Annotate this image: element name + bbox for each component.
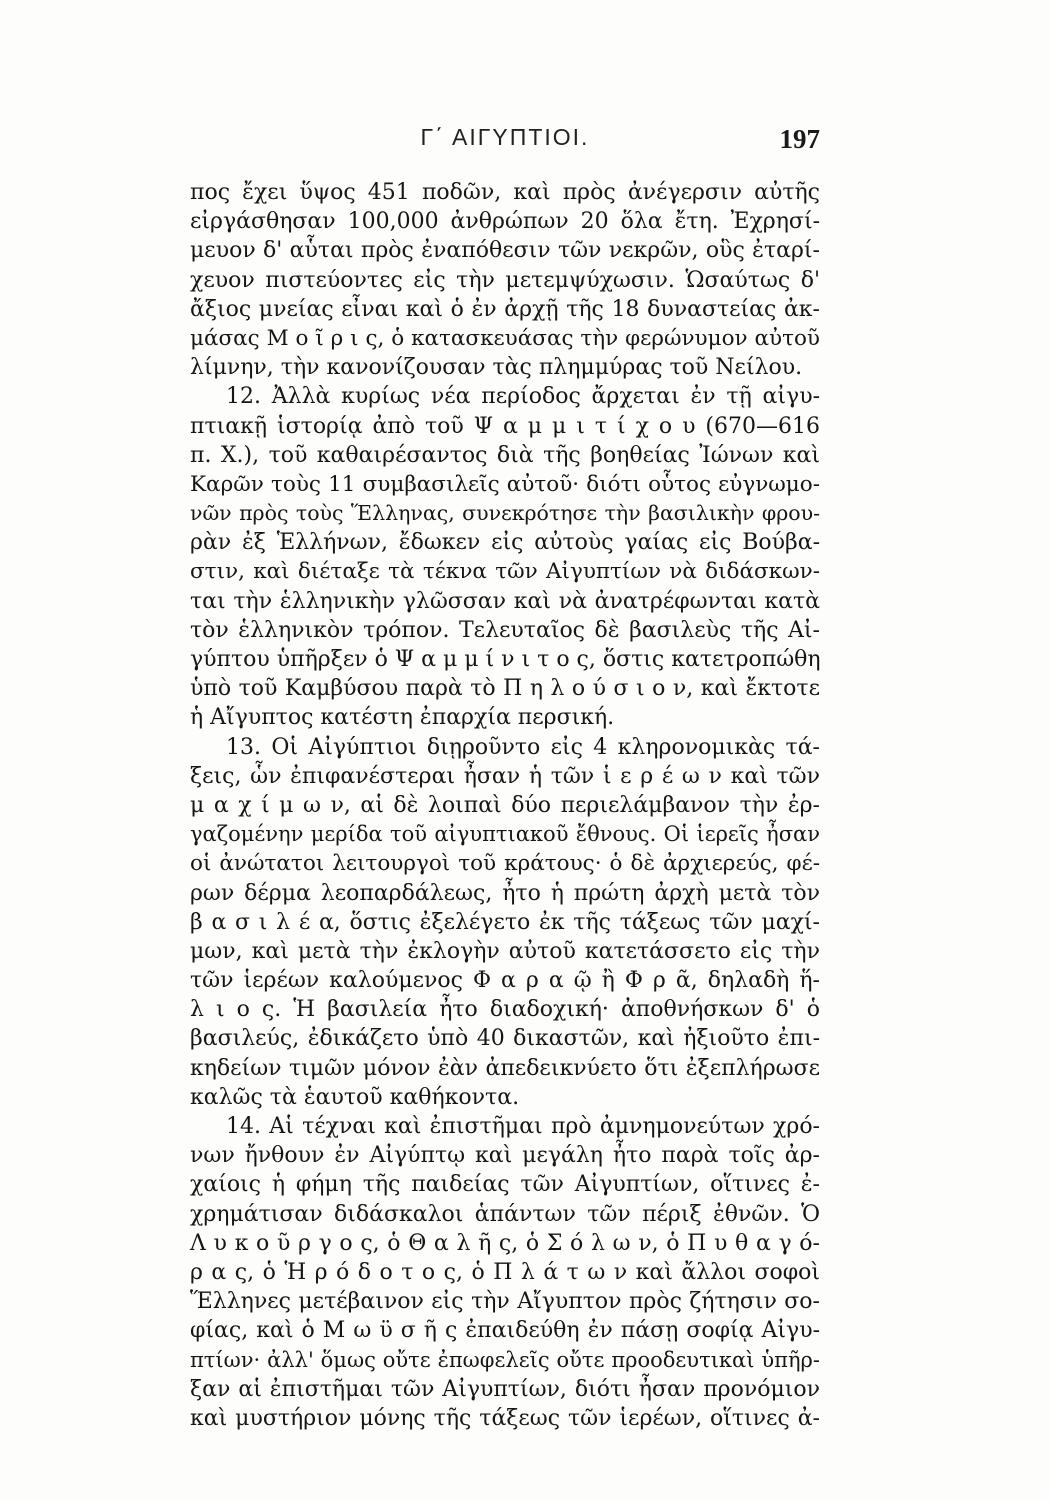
text-line: γαζομένην μερίδα τοῦ αἰγυπτιακοῦ ἔθνους. Οἱ ἱερεῖς ἦσαν [190,822,820,847]
paragraph-13-start: 13. Οἱ Αἰγύπτιοι διῃροῦντο εἰς 4 κληρονομικὰς τά- [226,734,820,760]
text-line: μων, καὶ μετὰ τὴν ἐκλογὴν αὐτοῦ κατετάσσετο εἰς τὴν [190,938,820,964]
text-line: βασιλεύς, ἐδικάζετο ὑπὸ 40 δικαστῶν, καὶ ἠξιοῦτο ἐπι- [190,1026,820,1052]
text-line: ὑπὸ τοῦ Καμβύσου παρὰ τὸ Π η λ ο ύ σ ι ο ν, καὶ ἔκτοτε [190,676,820,702]
page-number: 197 [779,124,820,154]
text-line: εἰργάσθησαν 100,000 ἀνθρώπων 20 ὅλα ἔτη. Ἐχρησί- [190,209,820,235]
text-line: ρ α ς, ὁ Ἡ ρ ό δ ο τ ο ς, ὁ Π λ ά τ ω ν καὶ ἄλλοι σοφοὶ [190,1259,820,1285]
text-line: πτιακῇ ἱστορίᾳ ἀπὸ τοῦ Ψ α μ μ ι τ ί χ ο υ (670—616 [190,413,820,439]
paragraph-14-start: 14. Αἱ τέχναι καὶ ἐπιστῆμαι πρὸ ἀμνημονεύτων χρό- [226,1114,820,1139]
text-line: φίας, καὶ ὁ Μ ω ϋ σ ῆ ς ἐπαιδεύθη ἐν πάσῃ σοφίᾳ Αἰγυ- [190,1318,820,1344]
text-line: λ ι ο ς. Ἡ βασιλεία ἦτο διαδοχική· ἀποθνήσκων δ' ὁ [190,997,820,1023]
text-line: β α σ ι λ έ α, ὅστις ἐξελέγετο ἐκ τῆς τάξεως τῶν μαχί- [190,909,820,935]
text-line: μάσας Μ ο ῖ ρ ι ς, ὁ κατασκευάσας τὴν φερώνυμον αὐτοῦ [190,325,820,351]
text-line: μευον δ' αὗται πρὸς ἐναπόθεσιν τῶν νεκρῶν, οὓς ἐταρί- [190,238,820,264]
text-line: κηδείων τιμῶν μόνον ἐὰν ἀπεδεικνύετο ὅτι ἐξεπλήρωσε [190,1055,820,1081]
text-line: Καρῶν τοὺς 11 συμβασιλεῖς αὐτοῦ· διότι οὗτος εὐγνωμο- [190,471,820,497]
text-line: τὸν ἑλληνικὸν τρόπον. Τελευταῖος δὲ βασιλεὺς τῆς Αἰ- [190,617,820,643]
text-line: καὶ μυστήριον μόνης τῆς τάξεως τῶν ἱερέων, οἵτινες ἀ- [190,1405,820,1431]
text-line: χαίοις ἡ φήμη τῆς παιδείας τῶν Αἰγυπτίων, οἵτινες ἐ- [190,1172,820,1198]
text-line: μ α χ ί μ ω ν, αἱ δὲ λοιπαὶ δύο περιελάμβανον τὴν ἐρ- [190,792,820,818]
text-line: ξαν αἱ ἐπιστῆμαι τῶν Αἰγυπτίων, διότι ἦσαν προνόμιον [190,1376,820,1402]
text-line: ρὰν ἐξ Ἑλλήνων, ἔδωκεν εἰς αὐτοὺς γαίας εἰς Βούβα- [190,530,820,556]
text-line: γύπτου ὑπῆρξεν ὁ Ψ α μ μ ί ν ι τ ο ς, ὅστις κατετροπώθη [190,647,821,672]
running-head: Γ΄ ΑΙΓΥΠΤΙΟΙ. [420,124,590,150]
text-line: τῶν ἱερέων καλούμενος Φ α ρ α ῷ ἢ Φ ρ ᾶ, δηλαδὴ ἥ- [190,968,820,994]
paragraph-12-start: 12. Ἀλλὰ κυρίως νέα περίοδος ἄρχεται ἐν τῇ αἰγυ- [226,384,820,410]
text-line: ρων δέρμα λεοπαρδάλεως, ἦτο ἡ πρώτη ἀρχὴ μετὰ τὸν [190,880,820,906]
text-line: ται τὴν ἑλληνικὴν γλῶσσαν καὶ νὰ ἀνατρέφωνται κατὰ [190,588,820,614]
text-line: π. Χ.), τοῦ καθαιρέσαντος διὰ τῆς βοηθείας Ἰώνων καὶ [190,442,820,468]
text-line: νῶν πρὸς τοὺς Ἕλληνας, συνεκρότησε τὴν βασιλικὴν φρου- [190,501,820,526]
text-line: ξεις, ὧν ἐπιφανέστεραι ἦσαν ἡ τῶν ἱ ε ρ έ ω ν καὶ τῶν [190,763,820,789]
text-line: Λ υ κ ο ῦ ρ γ ο ς, ὁ Θ α λ ῆ ς, ὁ Σ ό λ ω ν, ὁ Π υ θ α γ ό- [190,1230,820,1256]
text-line: ἡ Αἴγυπτος κατέστη ἐπαρχία περσική. [190,705,615,731]
text-line: νων ἤνθουν ἐν Αἰγύπτῳ καὶ μεγάλη ἦτο παρὰ τοῖς ἀρ- [190,1143,820,1169]
text-line: πτίων· ἀλλ' ὅμως οὔτε ἐπωφελεῖς οὔτε προοδευτικαὶ ὑπῆρ- [190,1347,820,1372]
text-line: Ἕλληνες μετέβαινον εἰς τὴν Αἴγυπτον πρὸς ζήτησιν σο- [190,1289,820,1315]
text-line: ἄξιος μνείας εἶναι καὶ ὁ ἐν ἀρχῇ τῆς 18 δυναστείας ἀκ- [190,296,820,322]
text-line: πος ἔχει ὕψος 451 ποδῶν, καὶ πρὸς ἀνέγερσιν αὐτῆς [190,180,820,205]
text-line: λίμνην, τὴν κανονίζουσαν τὰς πλημμύρας τοῦ Νείλου. [190,355,803,381]
text-line: χευον πιστεύοντες εἰς τὴν μετεμψύχωσιν. Ὡσαύτως δ' [190,267,820,293]
text-line: χρημάτισαν διδάσκαλοι ἁπάντων τῶν πέριξ ἐθνῶν. Ὁ [190,1201,820,1227]
page-header [190,124,820,164]
body-text [190,178,820,1433]
text-line: καλῶς τὰ ἑαυτοῦ καθήκοντα. [190,1084,520,1110]
text-line: οἱ ἀνώτατοι λειτουργοὶ τοῦ κράτους· ὁ δὲ ἀρχιερεύς, φέ- [190,851,820,877]
text-line: στιν, καὶ διέταξε τὰ τέκνα τῶν Αἰγυπτίων νὰ διδάσκων- [190,559,820,585]
